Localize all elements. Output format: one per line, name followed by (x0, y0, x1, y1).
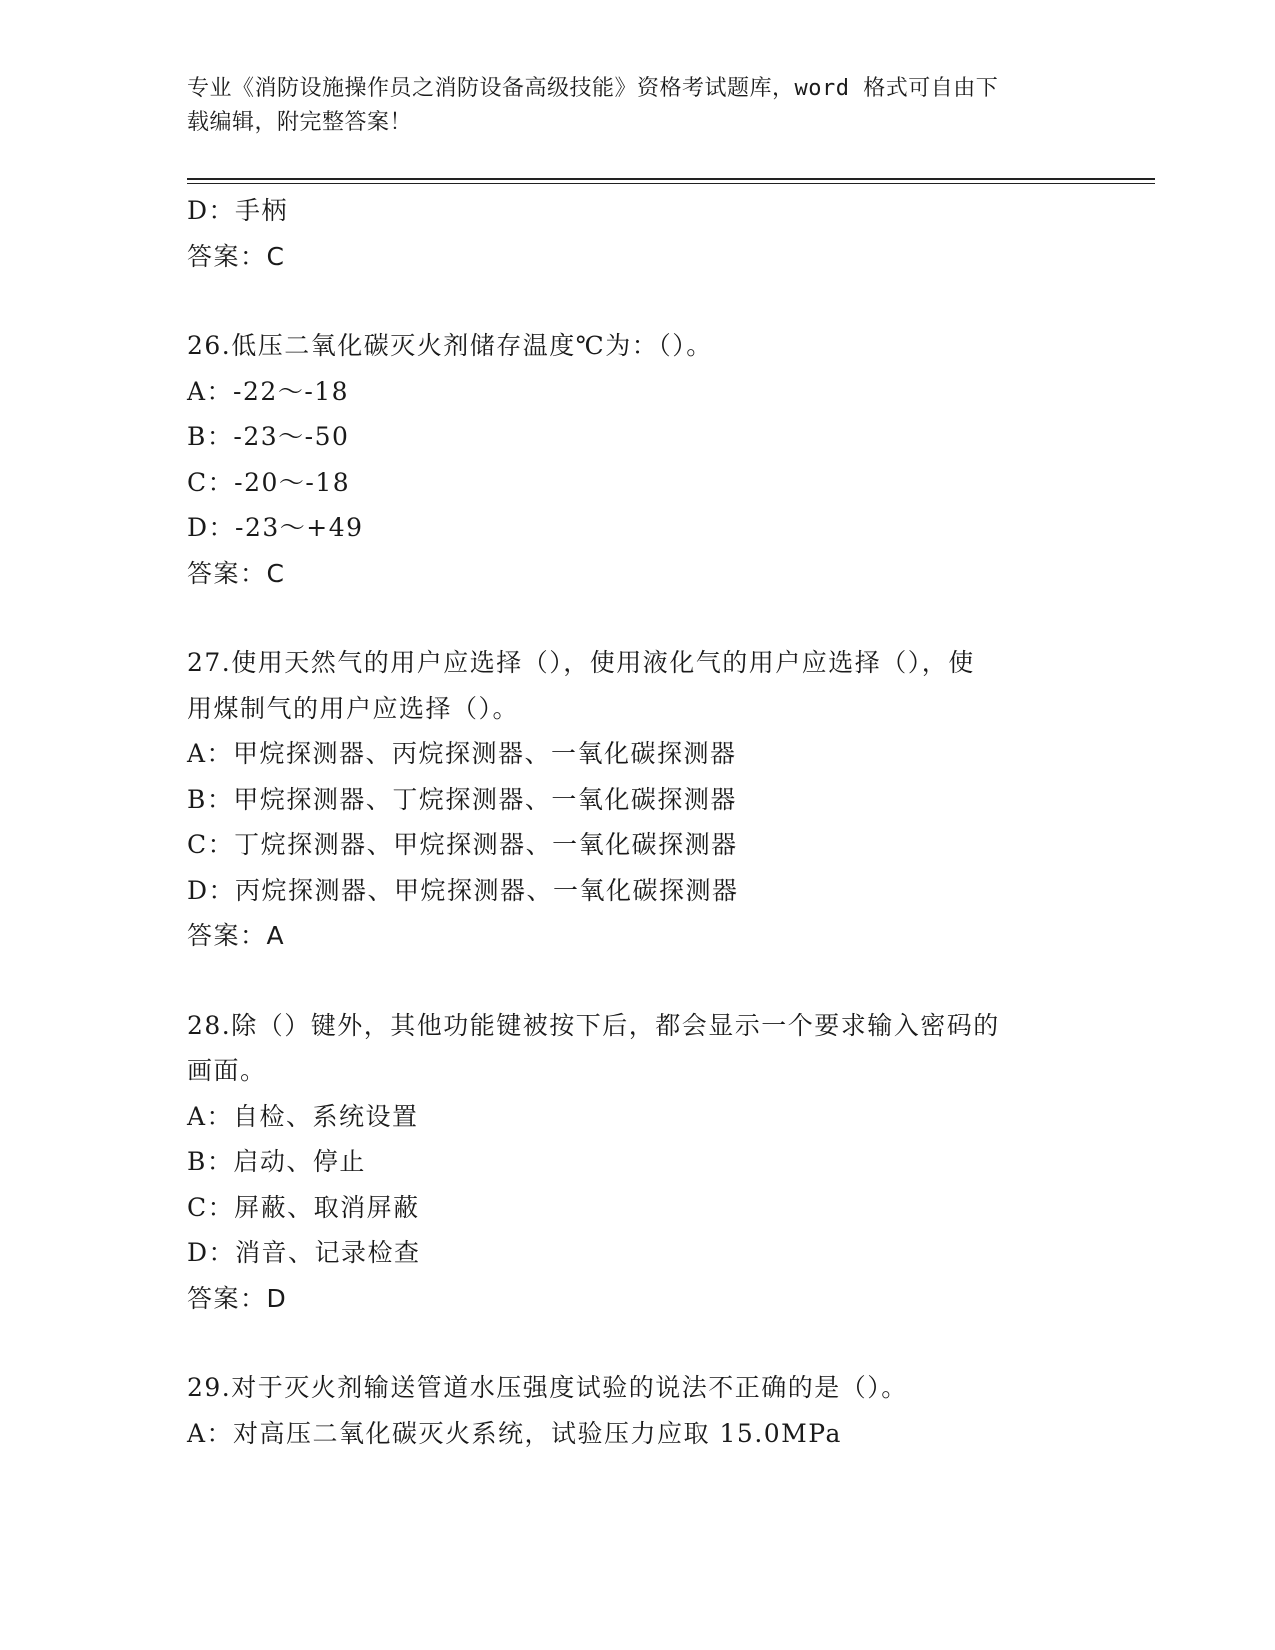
question-29 (187, 1365, 1087, 1456)
option-d: D：-23～+49 (187, 513, 364, 542)
question-stem-continued: 用煤制气的用户应选择（）。 (187, 693, 520, 723)
option-a: A：甲烷探测器、丙烷探测器、一氧化碳探测器 (187, 739, 737, 768)
option-c: C：屏蔽、取消屏蔽 (187, 1192, 420, 1222)
option-d: D：丙烷探测器、甲烷探测器、一氧化碳探测器 (187, 875, 739, 905)
prev-option-d: D：手柄 (187, 196, 289, 225)
question-list (187, 188, 1087, 1456)
option-d: D：消音、记录检查 (187, 1238, 421, 1267)
option-b: B：启动、停止 (187, 1147, 366, 1176)
header-divider-thick (187, 178, 1155, 180)
answer: 答案：C (187, 558, 286, 588)
header-line-2: 载编辑，附完整答案！ (187, 110, 413, 135)
question-26 (187, 323, 1087, 596)
option-b: B：甲烷探测器、丁烷探测器、一氧化碳探测器 (187, 784, 737, 814)
option-a: A：自检、系统设置 (187, 1101, 419, 1131)
spacer (187, 596, 1087, 640)
answer: 答案：A (187, 921, 286, 950)
document-header (187, 72, 1067, 140)
option-c: C：-20～-18 (187, 467, 351, 497)
spacer (187, 1321, 1087, 1365)
answer: 答案：D (187, 1283, 288, 1313)
question-stem: 26.低压二氧化碳灭火剂储存温度℃为：（）。 (187, 331, 713, 360)
spacer (187, 279, 1087, 323)
option-c: C：丁烷探测器、甲烷探测器、一氧化碳探测器 (187, 830, 738, 859)
option-a: A：-22～-18 (187, 376, 350, 406)
question-stem-continued: 画面。 (187, 1056, 267, 1085)
option-b: B：-23～-50 (187, 422, 350, 451)
question-28 (187, 1003, 1087, 1322)
prev-answer: 答案：C (187, 241, 286, 271)
question-27 (187, 640, 1087, 959)
question-stem: 28.除（）键外，其他功能键被按下后，都会显示一个要求输入密码的 (187, 1010, 1000, 1040)
question-stem: 29.对于灭火剂输送管道水压强度试验的说法不正确的是（）。 (187, 1373, 908, 1402)
question-stem: 27.使用天然气的用户应选择（），使用液化气的用户应选择（），使 (187, 648, 975, 677)
header-divider-thin (187, 183, 1155, 184)
header-line-1: 专业《消防设施操作员之消防设备高级技能》资格考试题库，word 格式可自由下 (187, 76, 999, 101)
option-a: A：对高压二氧化碳灭火系统，试验压力应取 15.0MPa (187, 1418, 842, 1448)
spacer (187, 959, 1087, 1003)
